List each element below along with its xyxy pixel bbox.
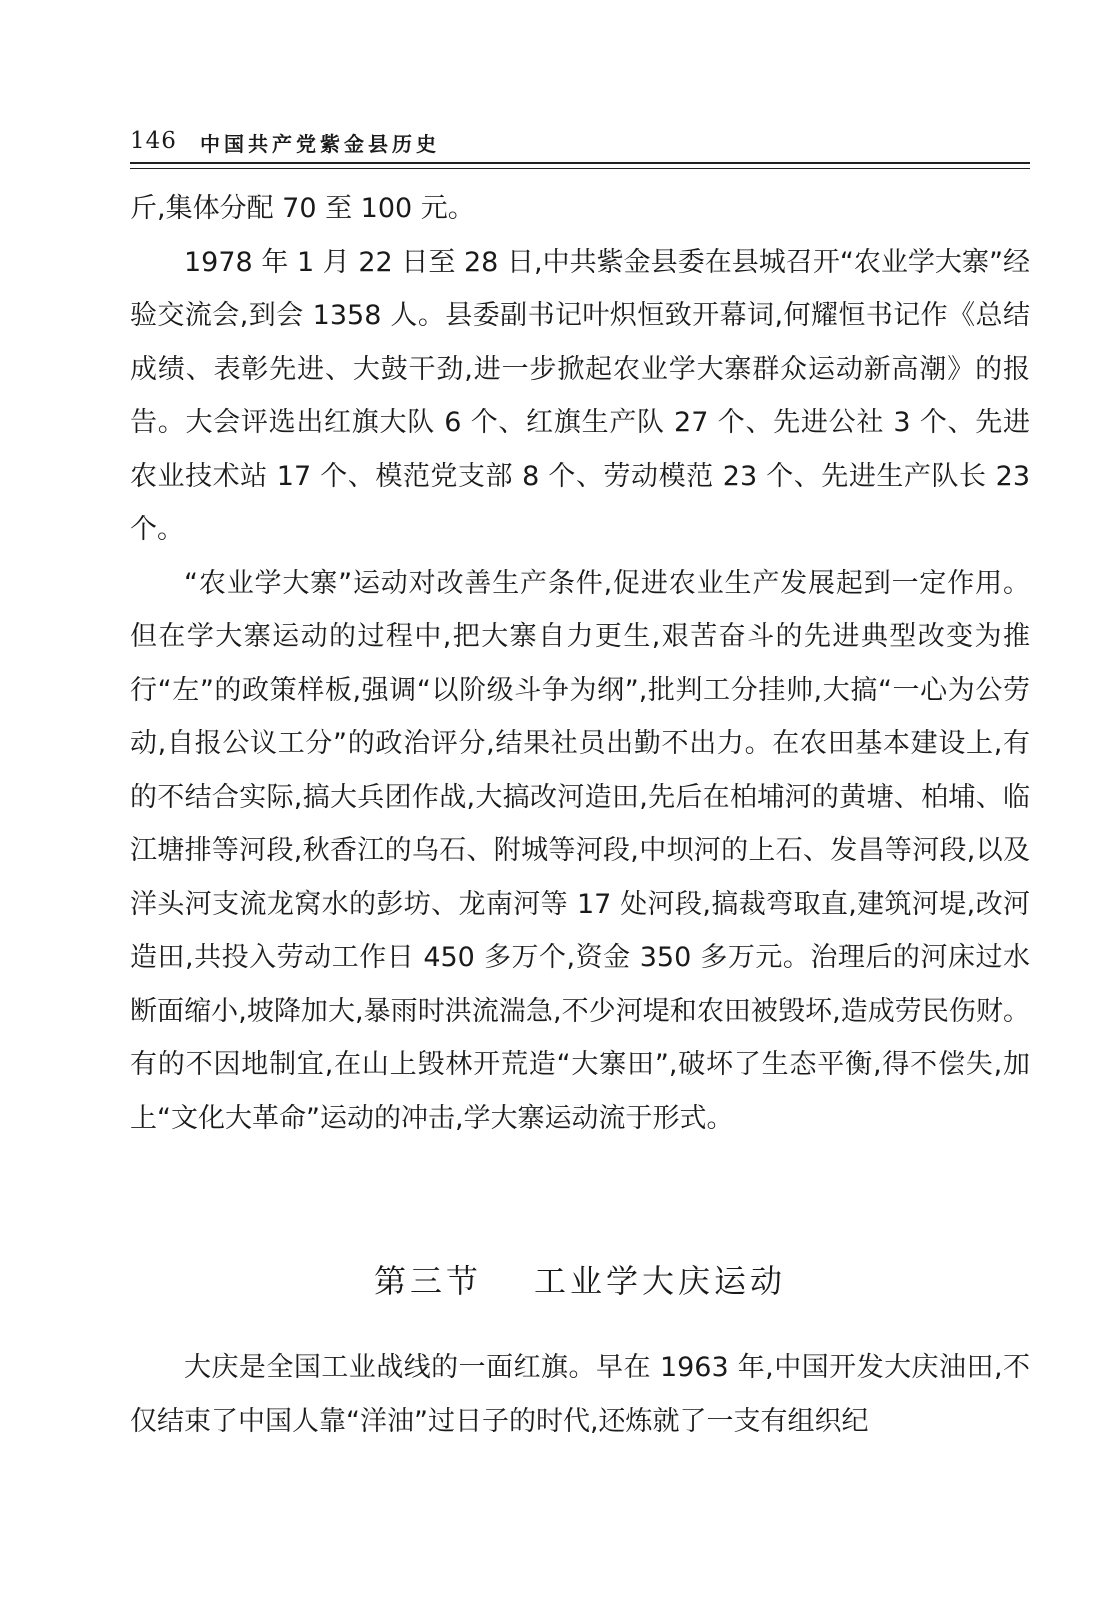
section-heading bbox=[130, 1256, 1030, 1302]
paragraph-continued: 斤,集体分配 70 至 100 元。 bbox=[130, 193, 475, 224]
paragraph: 1978 年 1 月 22 日至 28 日,中共紫金县委在县城召开“农业学大寨”经验交流会,到会 1358 人。县委副书记叶炽恒致开幕词,何耀恒书记作《总结成绩、表彰先进、大鼓干劲,进一步掀起农业学大寨群众运动新高潮》的报告。大会评选出红旗大队 6 个、红旗生产队 27 个、先进公社 3 个、先进农业技术站 17 个、模范党支部 8 个、劳动模范 23 个、先进生产队长 23 个。 bbox=[130, 246, 1030, 545]
paragraph: “农业学大寨”运动对改善生产条件,促进农业生产发展起到一定作用。但在学大寨运动的过程中,把大寨自力更生,艰苦奋斗的先进典型改变为推行“左”的政策样板,强调“以阶级斗争为纲”,批判工分挂帅,大搞“一心为公劳动,自报公议工分”的政治评分,结果社员出勤不出力。在农田基本建设上,有的不结合实际,搞大兵团作战,大搞改河造田,先后在柏埔河的黄塘、柏埔、临江塘排等河段,秋香江的乌石、附城等河段,中坝河的上石、发昌等河段,以及洋头河支流龙窝水的彭坊、龙南河等 17 处河段,搞裁弯取直,建筑河堤,改河造田,共投入劳动工作日 450 多万个,资金 350 多万元。治理后的河床过水断面缩小,坡降加大,暴雨时洪流湍急,不少河堤和农田被毁坏,造成劳民伤财。有的不因地制宜,在山上毁林开荒造“大寨田”,破坏了生态平衡,得不偿失,加上“文化大革命”运动的冲击,学大寨运动流于形式。 bbox=[130, 567, 1030, 1134]
page-number: 146 bbox=[130, 128, 177, 154]
header-rule-thick bbox=[130, 162, 1030, 164]
page-header bbox=[130, 128, 1030, 158]
running-title: 中国共产党紫金县历史 bbox=[200, 132, 440, 156]
header-rule-thin bbox=[130, 168, 1030, 169]
paragraph: 大庆是全国工业战线的一面红旗。早在 1963 年,中国开发大庆油田,不仅结束了中国人靠“洋油”过日子的时代,还炼就了一支有组织纪 bbox=[130, 1352, 1030, 1437]
body-text-top bbox=[130, 182, 1030, 1145]
body-text-bottom bbox=[130, 1341, 1030, 1448]
section-title: 工业学大庆运动 bbox=[534, 1262, 787, 1300]
section-number: 第三节 bbox=[373, 1262, 482, 1300]
